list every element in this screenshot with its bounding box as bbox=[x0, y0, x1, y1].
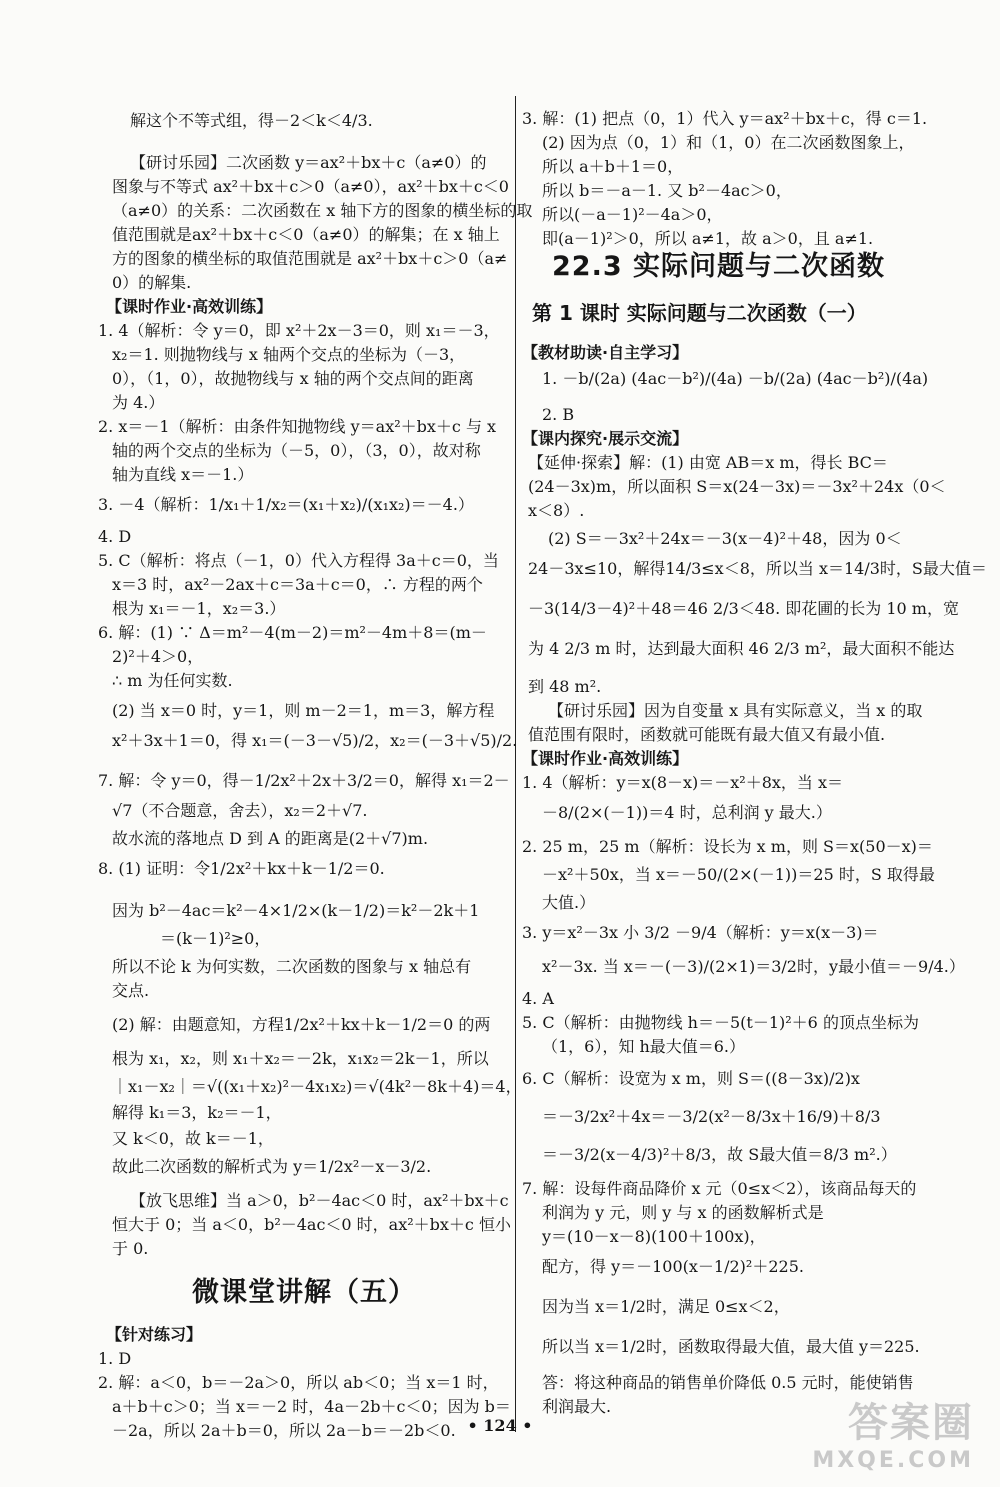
text-line: 24－3x≤10，解得14/3≤x＜8，所以当 x＝14/3时，S最大值＝ bbox=[528, 559, 987, 578]
text-line: 为 4 2/3 m 时，达到最大面积 46 2/3 m²，最大面积不能达 bbox=[528, 639, 955, 658]
text-line: ＝－3/2(x－4/3)²＋8/3，故 S最大值＝8/3 m².） bbox=[542, 1145, 897, 1164]
text-line: 根为 x₁，x₂，则 x₁＋x₂＝－2k，x₁x₂＝2k－1，所以 bbox=[112, 1049, 489, 1068]
text-line: 6. 解：(1) ∵ Δ＝m²－4(m－2)＝m²－4m＋8＝(m－ bbox=[98, 623, 487, 642]
text-line: (2) 解：由题意知，方程1/2x²＋kx＋k－1/2＝0 的两 bbox=[112, 1015, 491, 1034]
text-line: 所以当 x＝1/2时，函数取得最大值，最大值 y＝225. bbox=[542, 1337, 920, 1356]
text-line: 0），（1，0），故抛物线与 x 轴的两个交点间的距离 bbox=[112, 369, 474, 388]
section-label: 【课时作业·高效训练】 bbox=[106, 297, 273, 316]
text-line: 方的图象的横坐标的取值范围就是 ax²＋bx＋c＞0（a≠ bbox=[112, 249, 508, 268]
watermark-logo bbox=[812, 1391, 974, 1473]
text-line: 到 48 m². bbox=[528, 677, 602, 696]
text-line: x²＋3x＋1＝0，得 x₁＝(－3－√5)/2，x₂＝(－3＋√5)/2. bbox=[112, 731, 518, 750]
column-divider bbox=[515, 96, 516, 1432]
text-line: a＋b＋c＞0；当 x＝－2 时，4a－2b＋c＜0；因为 b＝ bbox=[112, 1397, 511, 1416]
text-line: 2. B bbox=[542, 405, 575, 424]
page-number: • 124 • bbox=[467, 1416, 533, 1435]
text-line: 1. 4（解析：y＝x(8－x)＝－x²＋8x，当 x＝ bbox=[522, 773, 844, 792]
text-line: y＝(10－x－8)(100＋100x)， bbox=[542, 1227, 766, 1246]
text-line: 1. D bbox=[98, 1349, 132, 1368]
text-line: 所以不论 k 为何实数，二次函数的图象与 x 轴总有 bbox=[112, 957, 472, 976]
text-line: ＝(k－1)²≥0， bbox=[160, 929, 271, 948]
text-line: (24－3x)m，所以面积 S＝x(24－3x)＝－3x²＋24x（0＜ bbox=[528, 477, 946, 496]
text-line: √7（不合题意，舍去），x₂＝2＋√7. bbox=[112, 801, 368, 820]
text-line: 5. C（解析：由抛物线 h＝－5(t－1)²＋6 的顶点坐标为 bbox=[522, 1013, 919, 1032]
text-line: －2a，所以 2a＋b＝0，所以 2a－b＝－2b＜0. bbox=[112, 1421, 456, 1440]
text-line: ∴ m 为任何实数. bbox=[112, 671, 233, 690]
text-line: 因为当 x＝1/2时，满足 0≤x＜2， bbox=[542, 1297, 790, 1316]
section-heading: 微课堂讲解（五） bbox=[192, 1277, 416, 1308]
section-label: 【课时作业·高效训练】 bbox=[522, 749, 689, 768]
text-line: 轴的两个交点的坐标为（－5，0），（3，0），故对称 bbox=[112, 441, 481, 460]
text-line: x₂＝1. 则抛物线与 x 轴两个交点的坐标为（－3， bbox=[112, 345, 466, 364]
text-line: 1. －b/(2a) (4ac－b²)/(4a) －b/(2a) (4ac－b²)/(4a) bbox=[542, 369, 929, 388]
text-line: 根为 x₁＝－1，x₂＝3.） bbox=[112, 599, 286, 618]
text-line: 故此二次函数的解析式为 y＝1/2x²－x－3/2. bbox=[112, 1157, 432, 1176]
text-line: 3. y＝x²－3x 小 3/2 －9/4（解析：y＝x(x－3)＝ bbox=[522, 923, 879, 942]
text-line: 交点. bbox=[112, 981, 150, 1000]
text-line: 4. A bbox=[522, 989, 554, 1008]
text-line: 因为 b²－4ac＝k²－4×1/2×(k－1/2)＝k²－2k＋1 bbox=[112, 901, 480, 920]
text-line: 【研讨乐园】因为自变量 x 具有实际意义，当 x 的取 bbox=[548, 701, 923, 720]
text-line: －x²＋50x，当 x＝－50/(2×(－1))＝25 时，S 取得最 bbox=[542, 865, 935, 884]
text-line: (2) 当 x＝0 时，y＝1，则 m－2＝1，m＝3，解方程 bbox=[112, 701, 495, 720]
text-line: 所以 b＝－a－1. 又 b²－4ac＞0， bbox=[542, 181, 792, 200]
text-line: 配方，得 y＝－100(x－1/2)²＋225. bbox=[542, 1257, 804, 1276]
text-line: 解得 k₁＝3，k₂＝－1， bbox=[112, 1103, 282, 1122]
text-line: x＜8）. bbox=[528, 501, 585, 520]
text-line: 2. 解：a＜0，b＝－2a＞0，所以 ab＜0；当 x＝1 时， bbox=[98, 1373, 499, 1392]
text-line: 为 4.） bbox=[112, 393, 165, 412]
text-line: (2) S＝－3x²＋24x＝－3(x－4)²＋48，因为 0＜ bbox=[548, 529, 902, 548]
text-line: （a≠0）的关系：二次函数在 x 轴下方的图象的横坐标的取 bbox=[112, 201, 533, 220]
text-line: 2. 25 m，25 m（解析：设长为 x m，则 S＝x(50－x)＝ bbox=[522, 837, 933, 856]
text-line: 答：将这种商品的销售单价降低 0.5 元时，能使销售 bbox=[542, 1373, 914, 1392]
text-line: 7. 解：设每件商品降价 x 元（0≤x＜2），该商品每天的 bbox=[522, 1179, 917, 1198]
text-line: 6. C（解析：设宽为 x m，则 S＝((8－3x)/2)x bbox=[522, 1069, 860, 1088]
lesson-heading: 第 1 课时 实际问题与二次函数（一） bbox=[532, 301, 867, 325]
text-line: 即(a－1)²＞0，所以 a≠1，故 a＞0，且 a≠1. bbox=[542, 229, 874, 248]
text-line: 1. 4（解析：令 y＝0，即 x²＋2x－3＝0，则 x₁＝－3， bbox=[98, 321, 500, 340]
text-line: 2. x＝－1（解析：由条件知抛物线 y＝ax²＋bx＋c 与 x bbox=[98, 417, 497, 436]
text-line: 图象与不等式 ax²＋bx＋c＞0（a≠0），ax²＋bx＋c＜0 bbox=[112, 177, 509, 196]
text-line: ＝－3/2x²＋4x＝－3/2(x²－8/3x＋16/9)＋8/3 bbox=[542, 1107, 881, 1126]
text-line: x²－3x. 当 x＝－(－3)/(2×1)＝3/2时，y最小值＝－9/4.） bbox=[542, 957, 965, 976]
text-line: 所以 a＋b＋1＝0， bbox=[542, 157, 684, 176]
watermark-text: 答案圈 bbox=[848, 1400, 974, 1446]
text-line: 8. (1) 证明：令1/2x²＋kx＋k－1/2＝0. bbox=[98, 859, 385, 878]
text-line: 2)²＋4＞0， bbox=[112, 647, 204, 666]
text-line: －3(14/3－4)²＋48＝46 2/3＜48. 即花圃的长为 10 m，宽 bbox=[528, 599, 959, 618]
text-line: 故水流的落地点 D 到 A 的距离是(2＋√7)m. bbox=[112, 829, 429, 848]
text-line: －8/(2×(－1))＝4 时，总利润 y 最大.） bbox=[542, 803, 832, 822]
text-line: ｜x₁－x₂｜＝√((x₁＋x₂)²－4x₁x₂)＝√(4k²－8k＋4)＝4， bbox=[112, 1077, 522, 1096]
text-line: 4. D bbox=[98, 527, 132, 546]
text-line: 所以(－a－1)²－4a＞0， bbox=[542, 205, 723, 224]
text-line: 【研讨乐园】二次函数 y＝ax²＋bx＋c（a≠0）的 bbox=[130, 153, 487, 172]
watermark-url: MXQE.COM bbox=[812, 1448, 974, 1473]
text-line: 恒大于 0；当 a＜0，b²－4ac＜0 时，ax²＋bx＋c 恒小 bbox=[112, 1215, 511, 1234]
section-heading: 22.3 实际问题与二次函数 bbox=[552, 251, 886, 282]
text-line: 解这个不等式组，得－2＜k＜4/3. bbox=[130, 111, 373, 130]
text-line: 大值.） bbox=[542, 893, 596, 912]
text-line: 5. C（解析：将点（－1，0）代入方程得 3a＋c＝0，当 bbox=[98, 551, 499, 570]
text-line: 于 0. bbox=[112, 1239, 149, 1258]
section-label: 【针对练习】 bbox=[106, 1325, 203, 1344]
text-line: 3. 解：(1) 把点（0，1）代入 y＝ax²＋bx＋c，得 c＝1. bbox=[522, 109, 928, 128]
text-line: 3. －4（解析：1/x₁＋1/x₂＝(x₁＋x₂)/(x₁x₂)＝－4.） bbox=[98, 495, 474, 514]
text-line: （1，6），知 h最大值＝6.） bbox=[542, 1037, 746, 1056]
text-line: 7. 解：令 y＝0，得－1/2x²＋2x＋3/2＝0，解得 x₁＝2－ bbox=[98, 771, 510, 790]
text-line: 值范围有限时，函数就可能既有最大值又有最小值. bbox=[528, 725, 886, 744]
text-line: 值范围就是ax²＋bx＋c＜0（a≠0）的解集；在 x 轴上 bbox=[112, 225, 500, 244]
text-line: 【放飞思维】当 a＞0，b²－4ac＜0 时，ax²＋bx＋c bbox=[130, 1191, 509, 1210]
section-label: 【教材助读·自主学习】 bbox=[522, 343, 689, 362]
text-line: 【延伸·探索】解：(1) 由宽 AB＝x m，得长 BC＝ bbox=[528, 453, 888, 472]
text-line: x＝3 时，ax²－2ax＋c＝3a＋c＝0，∴ 方程的两个 bbox=[112, 575, 483, 594]
text-line: 0）的解集. bbox=[112, 273, 192, 292]
text-line: 利润为 y 元，则 y 与 x 的函数解析式是 bbox=[542, 1203, 824, 1222]
text-line: 利润最大. bbox=[542, 1397, 612, 1416]
text-line: 轴为直线 x＝－1.） bbox=[112, 465, 254, 484]
section-label: 【课内探究·展示交流】 bbox=[522, 429, 689, 448]
text-line: (2) 因为点（0，1）和（1，0）在二次函数图象上， bbox=[542, 133, 915, 152]
text-line: 又 k＜0，故 k＝－1， bbox=[112, 1129, 274, 1148]
